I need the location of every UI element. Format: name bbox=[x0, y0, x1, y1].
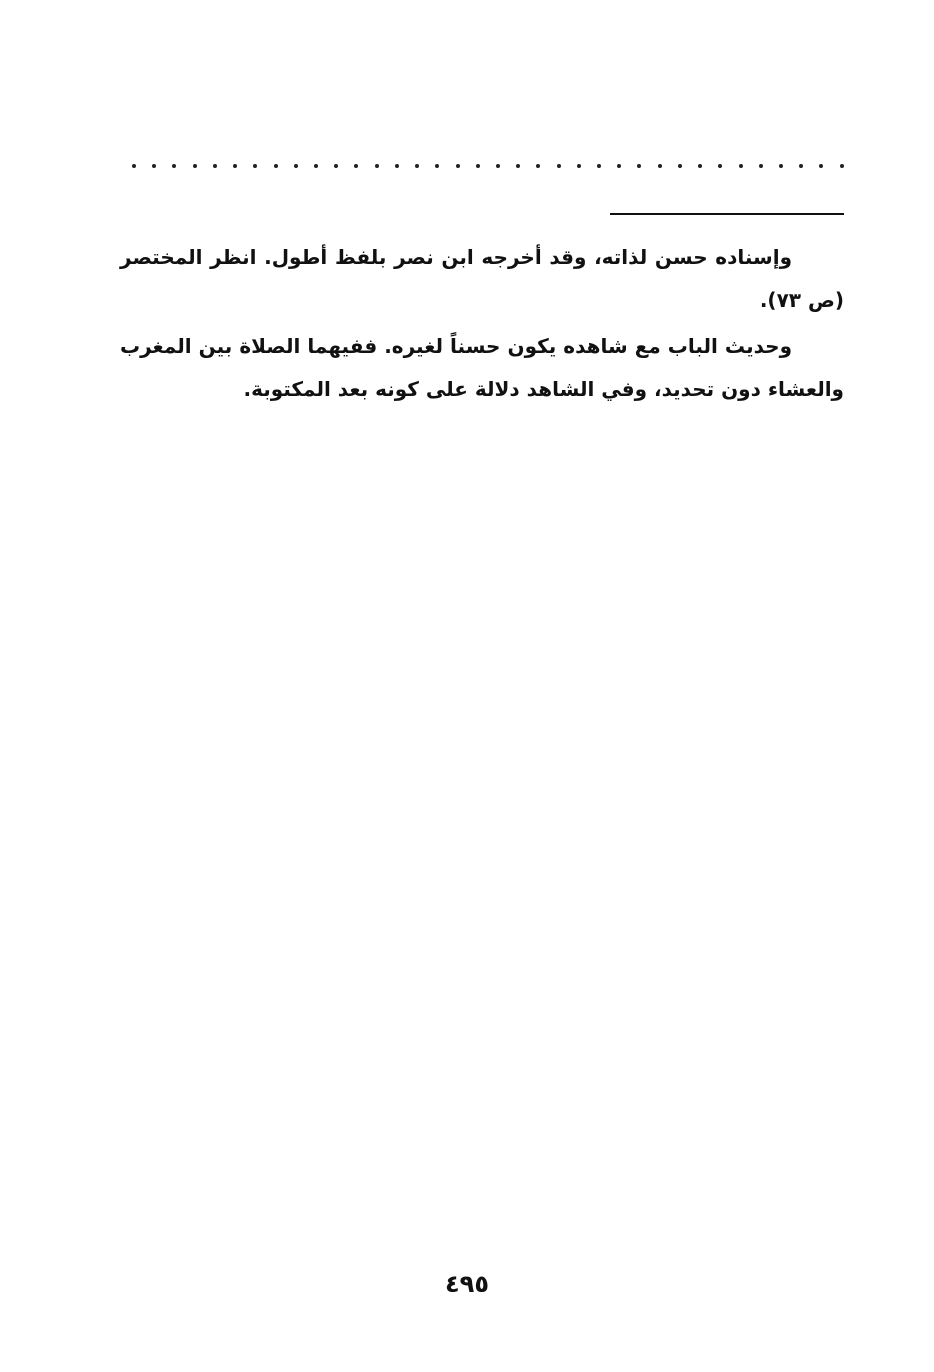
footnote-rule bbox=[610, 213, 844, 215]
separator-dot bbox=[779, 164, 783, 168]
separator-dot bbox=[274, 164, 278, 168]
separator-dot bbox=[172, 164, 176, 168]
separator-dot bbox=[496, 164, 500, 168]
separator-dot bbox=[193, 164, 197, 168]
separator-dot bbox=[678, 164, 682, 168]
dotted-separator bbox=[132, 156, 844, 176]
separator-dot bbox=[132, 164, 136, 168]
separator-dot bbox=[354, 164, 358, 168]
separator-dot bbox=[334, 164, 338, 168]
separator-dot bbox=[152, 164, 156, 168]
separator-dot bbox=[698, 164, 702, 168]
separator-dot bbox=[739, 164, 743, 168]
page-number: ٤٩٥ bbox=[445, 1270, 489, 1298]
separator-dot bbox=[819, 164, 823, 168]
separator-dot bbox=[476, 164, 480, 168]
separator-dot bbox=[294, 164, 298, 168]
footnote-paragraph: وإسناده حسن لذاته، وقد أخرجه ابن نصر بلفظ أطول. انظر المختصر (ص ٧٣). bbox=[120, 245, 844, 312]
separator-dot bbox=[253, 164, 257, 168]
separator-dot bbox=[658, 164, 662, 168]
separator-dot bbox=[435, 164, 439, 168]
footnote-paragraph: وحديث الباب مع شاهده يكون حسناً لغيره. ففيهما الصلاة بين المغرب والعشاء دون تحديد، وفي الشاهد دلالة على كونه بعد المكتوبة. bbox=[120, 334, 844, 401]
separator-dot bbox=[597, 164, 601, 168]
separator-dot bbox=[557, 164, 561, 168]
separator-dot bbox=[637, 164, 641, 168]
separator-dot bbox=[213, 164, 217, 168]
separator-dot bbox=[456, 164, 460, 168]
separator-dot bbox=[314, 164, 318, 168]
separator-dot bbox=[375, 164, 379, 168]
separator-dot bbox=[718, 164, 722, 168]
separator-dot bbox=[577, 164, 581, 168]
separator-dot bbox=[840, 164, 844, 168]
separator-dot bbox=[617, 164, 621, 168]
separator-dot bbox=[233, 164, 237, 168]
footnotes-section bbox=[120, 236, 844, 414]
separator-dot bbox=[395, 164, 399, 168]
separator-dot bbox=[759, 164, 763, 168]
separator-dot bbox=[415, 164, 419, 168]
separator-dot bbox=[799, 164, 803, 168]
separator-dot bbox=[516, 164, 520, 168]
separator-dot bbox=[536, 164, 540, 168]
